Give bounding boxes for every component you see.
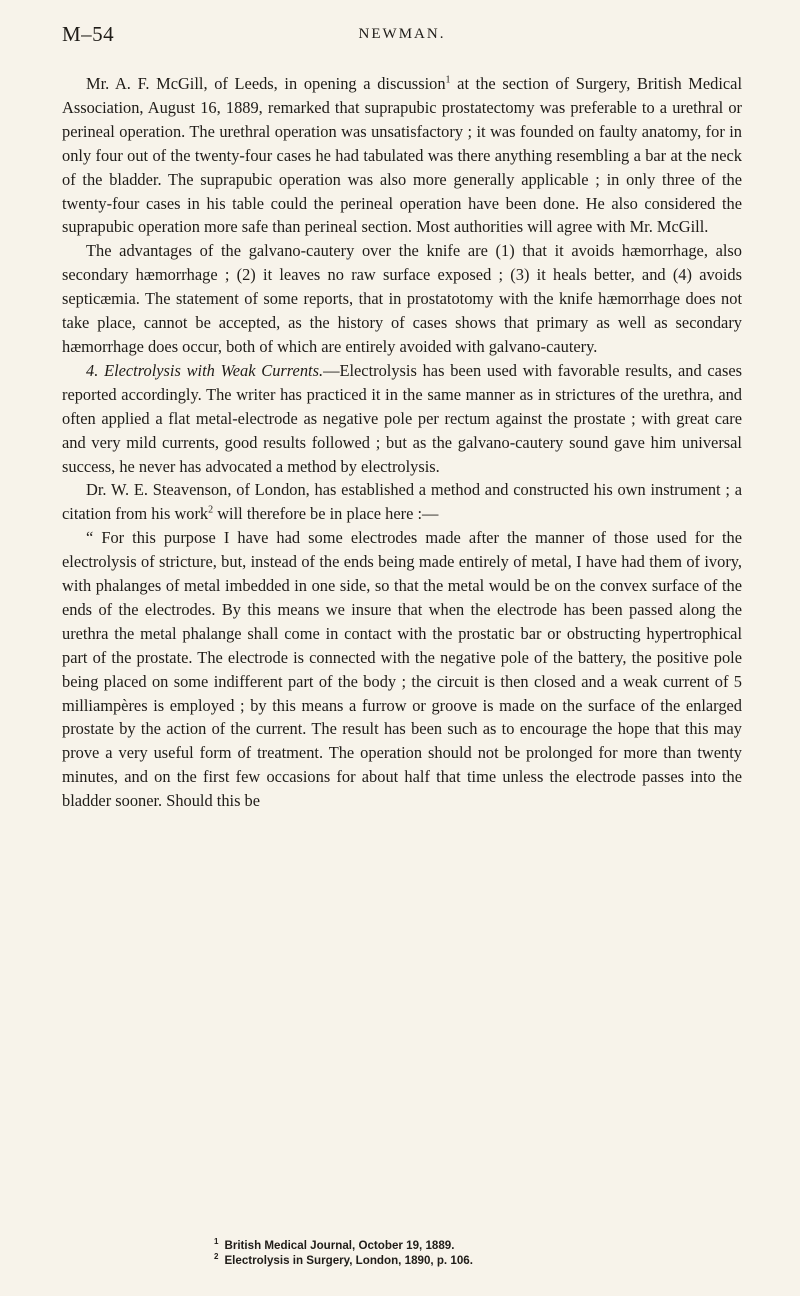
section-heading-electrolysis: 4. Electrolysis with Weak Currents.: [86, 360, 324, 380]
footnote-ref-1: 1: [445, 74, 451, 86]
page-folio: M–54: [62, 22, 115, 46]
page-header: [62, 22, 742, 58]
paragraph-electrolysis: 4. Electrolysis with Weak Currents.—Electrolysis has been used with favorable results, and cases reported accordingly. The writer has practiced it in the same manner as in strictures of the urethra, and often applied a flat metal-electrode as negative pole per rectum against the prostate ; with great care and very mild currents, good results followed ; but as the galvano-cautery sound gave him universal success, he never has advocated a method by electrolysis.: [62, 360, 742, 476]
paragraph-mcgill: Mr. A. F. McGill, of Leeds, in opening a discussion$^1$ at the section of Surgery, British Medical Association, August 16, 1889, remarked that suprapubic prostatectomy was preferable to a urethral or perineal operation. The urethral operation was unsatisfactory ; it was founded on faulty anatomy, for in only four out of the twenty-four cases he had tabulated was there anything resembling a bar at the neck of the bladder. The suprapubic operation was also more generally applicable ; in only three of the twenty-four cases in his table could the perineal operation have been done. He also considered the suprapubic operation more safe than perineal section. Most authorities will agree with Mr. McGill.: [62, 74, 742, 237]
footnotes: [62, 1239, 742, 1268]
footnote: $^1$ British Medical Journal, October 19, 1889.: [214, 1237, 455, 1252]
paragraph-galvano-cautery: The advantages of the galvano-cautery over the knife are (1) that it avoids hæmorrhage, also secondary hæmorrhage ; (2) it leaves no raw surface exposed ; (3) it heals better, and (4) avoids septicæmia. The statement of some reports, that in prostatotomy with the knife hæmorrhage does not take place, cannot be accepted, as the history of cases shows that primary as well as secondary hæmorrhage does occur, both of which are entirely avoided with galvano-cautery.: [62, 241, 742, 356]
running-head: NEWMAN.: [358, 26, 446, 42]
body-text: [62, 72, 742, 813]
footnote-ref-2: 2: [208, 504, 214, 516]
footnote: $^2$ Electrolysis in Surgery, London, 1890, p. 106.: [214, 1251, 473, 1267]
paragraph-steavenson: Dr. W. E. Steavenson, of London, has established a method and constructed his own instrument ; a citation from his work$^2$ will therefore be in place here :—: [62, 480, 742, 524]
paragraph-quotation: “ For this purpose I have had some electrodes made after the manner of those used for the electrolysis of stricture, but, instead of the ends being made entirely of metal, I have had them of ivory, with phalanges of metal imbedded in one side, so that the metal would be on the convex surface of the ends of the electrodes. By this means we insure that when the electrode has been passed along the urethra the metal phalange shall come in contact with the prostatic bar or obstructing hypertrophical part of the prostate. The electrode is connected with the negative pole of the battery, the positive pole being placed on some indifferent part of the body ; the circuit is then closed and a weak current of 5 milliampères is employed ; by this means a furrow or groove is made on the surface of the enlarged prostate by the action of the current. The result has been such as to encourage the hope that this may prove a very useful form of treatment. The operation should not be prolonged for more than twenty minutes, and on the first few occasions for about half that time unless the electrode passes into the bladder sooner. Should this be: [62, 528, 742, 811]
